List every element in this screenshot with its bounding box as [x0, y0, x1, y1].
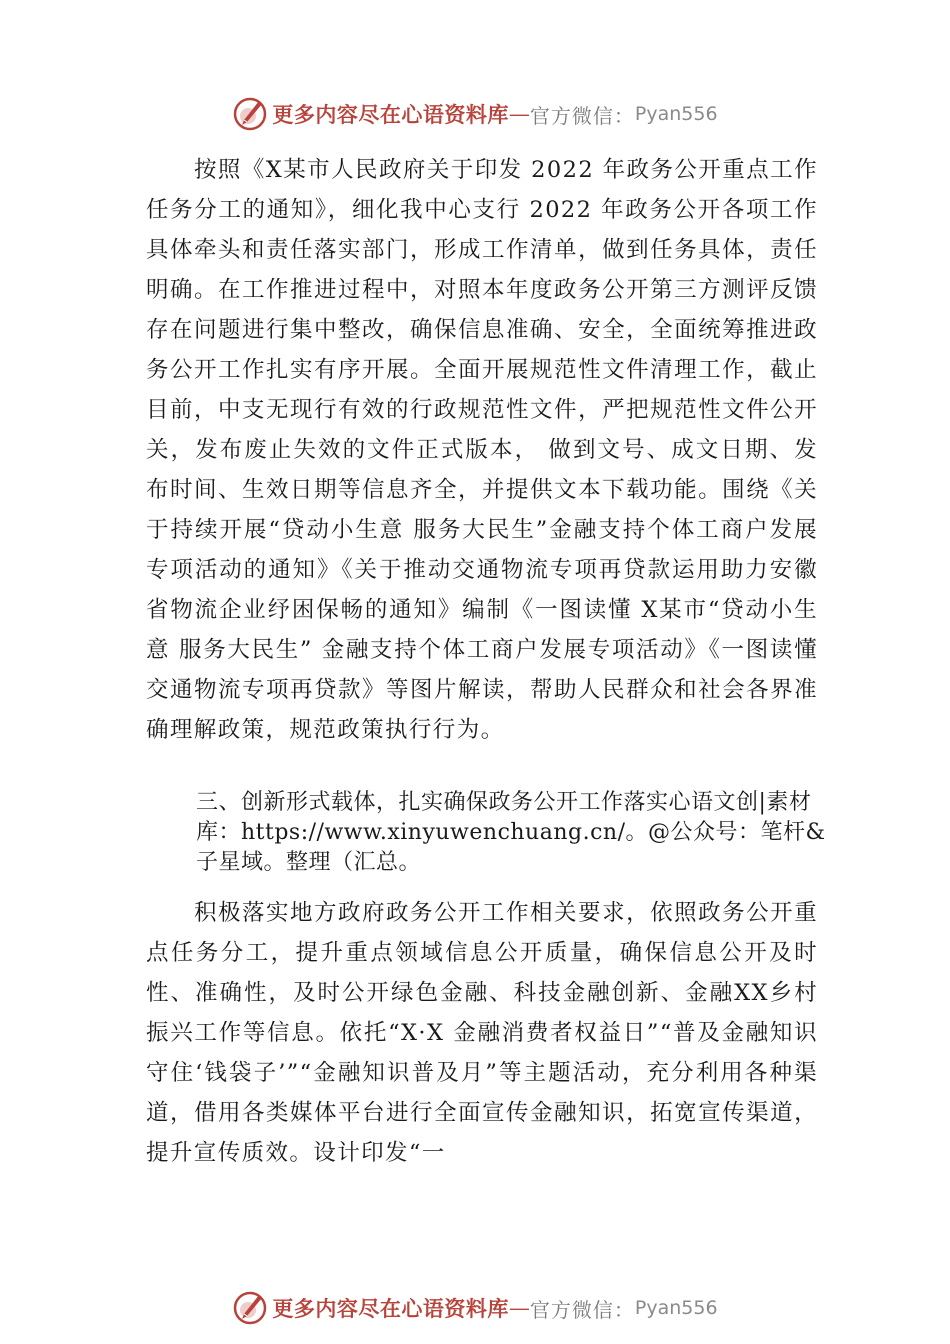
- section-heading-3: [196, 788, 836, 878]
- footer-banner: [0, 1286, 950, 1330]
- header-banner: [0, 92, 950, 136]
- quill-pen-seal-icon: [232, 1290, 268, 1326]
- footer-banner-wechat-label: 官方微信：: [529, 1297, 635, 1322]
- paragraph-3: [146, 893, 818, 1173]
- banner-wechat-id: Pyan556: [634, 103, 718, 125]
- banner-title: 更多内容尽在心语资料库: [272, 102, 509, 127]
- banner-wechat-label: 官方微信：: [529, 103, 635, 128]
- paragraph-1-text: 按照《X某市人民政府关于印发 2022 年政务公开重点工作任务分工的通知》，细化我中心支行 2022 年政务公开各项工作具体牵头和责任落实部门，形成工作清单，做到任务具体，责任明确。在工作推进过程中，对照本年度政务公开第三方测评反馈存在问题进行集中整改，确保信息准确、安全，全面统筹推进政务公开工作扎实有序开展。全面开展规范性文件清理工作，截止目前，中支无现行有效的行政规范性文件，严把规范性文件公开关，发布废止失效的文件正式版本， 做到文号、成文日期、发布时间、生效日期等信息齐全，并提供文本下载功能。围绕《关于持续开展“贷动小生意 服务大民生”金融支持个体工商户发展专项活动的通知》《关于推动交通物流专项再贷款运用助力安徽省物流企业纾困保畅的通知》编制《一图读懂 X某市“贷动小生意 服务大民生” 金融支持个体工商户发展专项活动》《一图读懂交通物流专项再贷款》等图片解读，帮助人民群众和社会各界准确理解政策，规范政策执行行为。: [146, 157, 818, 743]
- footer-banner-wechat-id: Pyan556: [634, 1297, 718, 1319]
- paragraph-1: [146, 150, 818, 750]
- quill-pen-seal-icon: [232, 96, 268, 132]
- section-heading-3-text: 三、创新形式载体，扎实确保政务公开工作落实心语文创|素材库：https://www.xinyuwenchuang.cn/。@公众号：笔杆&子星域。整理（汇总。: [196, 790, 826, 875]
- paragraph-3-text: 积极落实地方政府政务公开工作相关要求，依照政务公开重点任务分工，提升重点领域信息公开质量，确保信息公开及时性、准确性，及时公开绿色金融、科技金融创新、金融XX乡村振兴工作等信息。依托“X·X 金融消费者权益日”“普及金融知识 守住‘钱袋子’”“金融知识普及月”等主题活动，充分利用各种渠道，借用各类媒体平台进行全面宣传金融知识，拓宽宣传渠道，提升宣传质效。设计印发“一: [146, 900, 818, 1166]
- footer-banner-dash: —: [508, 1296, 530, 1320]
- banner-dash: —: [508, 102, 530, 126]
- footer-banner-title: 更多内容尽在心语资料库: [272, 1296, 509, 1321]
